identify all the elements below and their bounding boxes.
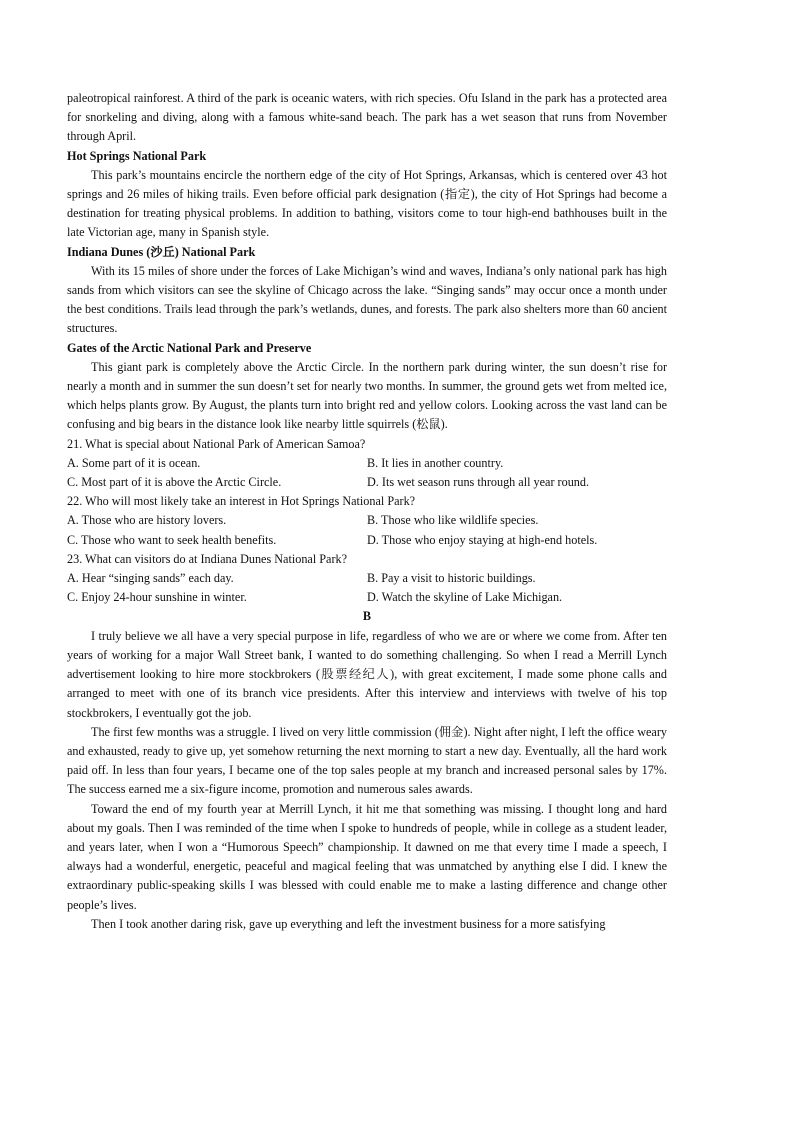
option-c: C. Most part of it is above the Arctic Circle. bbox=[67, 475, 282, 490]
option-a: A. Some part of it is ocean. bbox=[67, 455, 201, 470]
option-d: D. Those who enjoy staying at high-end hotels. bbox=[367, 532, 598, 547]
question-text: 22. Who will most likely take an interest in Hot Springs National Park? bbox=[67, 494, 416, 509]
section-b-title: B bbox=[362, 609, 372, 624]
question-22 bbox=[67, 492, 667, 550]
question-options bbox=[67, 511, 667, 549]
heading-gates-arctic: Gates of the Arctic National Park and Preserve bbox=[67, 340, 312, 355]
option-b: B. Those who like wildlife species. bbox=[367, 513, 539, 528]
paragraph-b-3: Toward the end of my fourth year at Merrill Lynch, it hit me that something was missing. I thought long and hard about my goals. Then I was reminded of the time when I spoke to hundreds of people, while in college as a student leader, and years later, when I won a “Humorous Speech” championship. It dawned on me that every time I made a speech, I always had a wonderful, energetic, peaceful and magical feeling that was unmatched by anything else I did. I knew the extraordinary public-speaking skills I was blessed with could enable me to make a lasting difference and change other people’s lives. bbox=[67, 801, 667, 912]
question-text: 23. What can visitors do at Indiana Dunes National Park? bbox=[67, 551, 348, 566]
paragraph-gates-arctic: This giant park is completely above the Arctic Circle. In the northern park during winter, the sun doesn’t rise for nearly a month and in summer the sun doesn’t set for nearly two months. In summer, the ground gets wet from melted ice, which helps plants grow. By August, the plants turn into bright red and yellow colors. Looking across the vast land can be confusing and big bears in the distance look like nearby little squirrels (松鼠). bbox=[67, 359, 667, 432]
document-page bbox=[67, 89, 667, 934]
paragraph-b-1: I truly believe we all have a very special purpose in life, regardless of who we are or where we come from. After ten years of working for a major Wall Street bank, I wanted to do something challenging. So when I read a Merrill Lynch advertisement looking to hire more stockbrokers (股票经纪人), with great excitement, I made some phone calls and arranged to meet with one of its branch vice presidents. After this interview and interviews with twelve of his top stockbrokers, I eventually got the job. bbox=[67, 628, 667, 720]
option-b: B. It lies in another country. bbox=[367, 455, 504, 470]
option-d: D. Its wet season runs through all year round. bbox=[367, 475, 590, 490]
option-a: A. Those who are history lovers. bbox=[67, 513, 227, 528]
option-b: B. Pay a visit to historic buildings. bbox=[367, 571, 536, 586]
question-21 bbox=[67, 435, 667, 493]
heading-hot-springs: Hot Springs National Park bbox=[67, 148, 207, 163]
option-c: C. Those who want to seek health benefits. bbox=[67, 532, 277, 547]
question-23 bbox=[67, 550, 667, 608]
paragraph-hot-springs: This park’s mountains encircle the northern edge of the city of Hot Springs, Arkansas, which is centered over 43 hot springs and 26 miles of hiking trails. Even before official park designation (指定), the city of Hot Springs had become a destination for treating physical problems. In addition to bathing, visitors come to tour high-end bathhouses built in the late Victorian age, many in Spanish style. bbox=[67, 167, 667, 240]
option-a: A. Hear “singing sands” each day. bbox=[67, 571, 234, 586]
option-d: D. Watch the skyline of Lake Michigan. bbox=[367, 590, 563, 605]
question-options bbox=[67, 569, 667, 607]
paragraph-b-2: The first few months was a struggle. I lived on very little commission (佣金). Night after night, I left the office weary and exhausted, ready to give up, yet somehow returning the next morning to start a new day. Eventually, all the hard work paid off. In less than four years, I became one of the top sales people at my branch and increased personal sales by 17%. The success earned me a six-figure income, promotion and numerous sales awards. bbox=[67, 724, 667, 797]
heading-indiana-dunes: Indiana Dunes (沙丘) National Park bbox=[67, 244, 256, 259]
paragraph-samoa-end: paleotropical rainforest. A third of the park is oceanic waters, with rich species. Ofu Island in the park has a protected area for snorkeling and diving, along with a famous white-sand beach. The park has a wet season that runs from November through April. bbox=[67, 91, 667, 144]
question-options bbox=[67, 454, 667, 492]
question-text: 21. What is special about National Park of American Samoa? bbox=[67, 436, 366, 451]
option-c: C. Enjoy 24-hour sunshine in winter. bbox=[67, 590, 247, 605]
paragraph-indiana-dunes: With its 15 miles of shore under the forces of Lake Michigan’s wind and waves, Indiana’s only national park has high sands from which visitors can see the skyline of Chicago across the lake. “Singing sands” may occur once a month under the best conditions. Trails lead through the park’s wetlands, dunes, and forests. The park also shelters more than 60 ancient structures. bbox=[67, 263, 667, 336]
paragraph-b-4: Then I took another daring risk, gave up everything and left the investment business for a more satisfying bbox=[91, 916, 606, 931]
